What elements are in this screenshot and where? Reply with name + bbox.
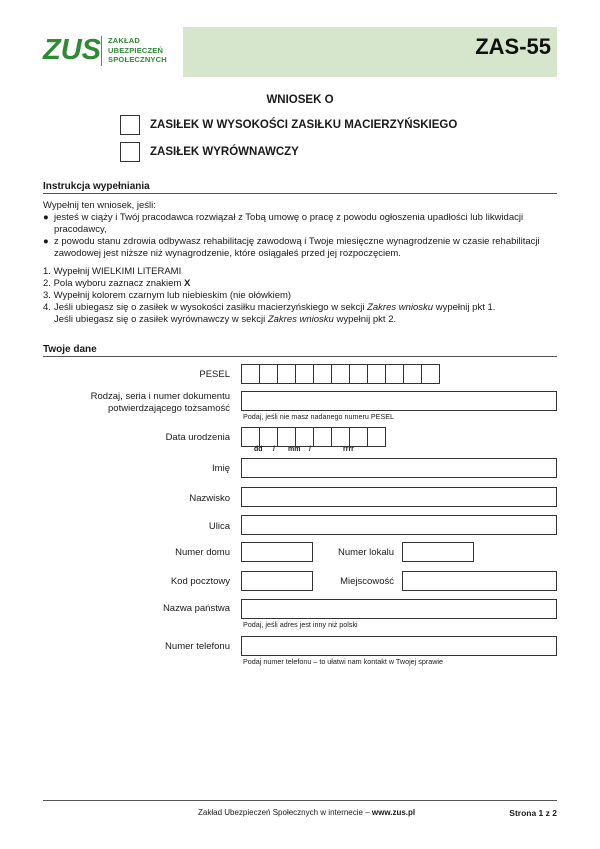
pesel-field[interactable] (241, 364, 439, 384)
option-checkbox-maternity[interactable] (120, 115, 140, 135)
phone-label: Numer telefonu (165, 641, 230, 652)
pesel-digit-cell[interactable] (295, 364, 314, 384)
instruction-bullet (54, 236, 540, 260)
logo-separator (101, 36, 102, 66)
document-label-line: Rodzaj, seria i numer dokumentu (90, 391, 230, 402)
logo-text (108, 36, 167, 65)
pesel-digit-cell[interactable] (313, 364, 332, 384)
step-mark-x: X (184, 278, 191, 289)
step-text: Wypełnij WIELKIMI LITERAMI (53, 266, 182, 277)
instruction-bullet-line: z powodu stanu zdrowia odbywasz rehabilitację zawodową i Twoje miesięczne wynagrodzenie w czasie rehabilitacji (54, 236, 540, 247)
phone-hint: Podaj numer telefonu – to ułatwi nam kontakt w Twojej sprawie (243, 657, 444, 666)
step-text: Jeśli ubiegasz się o zasiłek wyrównawczy w sekcji (54, 314, 268, 325)
birth-hint-sep: / (309, 446, 311, 453)
zus-logo-icon (43, 33, 101, 66)
form-title: WNIOSEK O (266, 94, 334, 106)
last-name-label: Nazwisko (189, 493, 230, 504)
instruction-step (43, 290, 291, 302)
country-label: Nazwa państwa (162, 603, 230, 614)
step-number: 1. (43, 266, 51, 277)
step-emphasis: Zakres wniosku (267, 314, 334, 325)
postcode-label: Kod pocztowy (170, 576, 230, 587)
street-field[interactable] (241, 515, 557, 535)
step-text: Jeśli ubiegasz się o zasiłek w wysokości zasiłku macierzyńskiego w sekcji (54, 302, 368, 313)
pesel-digit-cell[interactable] (367, 364, 386, 384)
birth-date-field[interactable] (241, 427, 385, 447)
step-line (54, 302, 495, 314)
pesel-digit-cell[interactable] (421, 364, 440, 384)
logo-mark-text: ZUS (43, 34, 101, 66)
page-number: Strona 1 z 2 (509, 808, 557, 818)
your-data-heading: Twoje dane (43, 344, 97, 355)
step-line (54, 314, 495, 326)
section-divider (43, 356, 557, 357)
birth-date-digit-cell[interactable] (259, 427, 278, 447)
birth-date-digit-cell[interactable] (349, 427, 368, 447)
pesel-digit-cell[interactable] (241, 364, 260, 384)
birth-date-digit-cell[interactable] (241, 427, 260, 447)
city-field[interactable] (402, 571, 557, 591)
street-label: Ulica (208, 521, 230, 532)
logo-line: ZAKŁAD (108, 36, 141, 45)
form-code: ZAS-55 (475, 34, 551, 59)
country-hint: Podaj, jeśli adres jest inny niż polski (243, 620, 358, 629)
birth-date-label: Data urodzenia (165, 432, 230, 443)
phone-field[interactable] (241, 636, 557, 656)
step-text: wypełnij pkt 2. (333, 314, 397, 325)
birth-date-digit-cell[interactable] (331, 427, 350, 447)
pesel-digit-cell[interactable] (385, 364, 404, 384)
birth-hint-mm: mm (288, 446, 301, 453)
document-label (60, 391, 230, 415)
birth-date-digit-cell[interactable] (313, 427, 332, 447)
flat-number-label: Numer lokalu (338, 547, 394, 558)
bullet-icon: ● (43, 212, 49, 223)
birth-hint-dd: dd (254, 446, 263, 453)
city-label: Miejscowość (340, 576, 394, 587)
step-text: Wypełnij kolorem czarnym lub niebieskim (nie ołówkiem) (53, 290, 292, 301)
step-number: 3. (43, 290, 51, 301)
footer-text (198, 808, 415, 817)
last-name-field[interactable] (241, 487, 557, 507)
logo-line: UBEZPIECZEŃ (108, 45, 164, 55)
instructions-heading: Instrukcja wypełniania (43, 181, 150, 192)
first-name-label: Imię (212, 463, 230, 474)
document-hint: Podaj, jeśli nie masz nadanego numeru PESEL (243, 412, 395, 421)
pesel-digit-cell[interactable] (403, 364, 422, 384)
instruction-step-number: 4. (43, 302, 51, 313)
house-number-label: Numer domu (175, 547, 230, 558)
step-number: 2. (43, 278, 51, 289)
pesel-label: PESEL (199, 369, 230, 380)
footer-link[interactable]: www.zus.pl (371, 808, 416, 817)
option-label-compensatory: ZASIŁEK WYRÓWNAWCZY (150, 146, 299, 158)
step-emphasis: Zakres wniosku (367, 302, 434, 313)
document-label-line: potwierdzającego tożsamość (108, 403, 230, 414)
logo-line: SPOŁECZNYCH (108, 55, 167, 64)
birth-date-digit-cell[interactable] (277, 427, 296, 447)
section-divider (43, 193, 557, 194)
document-field[interactable] (241, 391, 557, 411)
flat-number-field[interactable] (402, 542, 474, 562)
instruction-bullet-line: zawodowej jest niższe niż wynagrodzenie, które osiągałeś przed jej rozpoczęciem. (54, 248, 401, 259)
pesel-digit-cell[interactable] (259, 364, 278, 384)
step-text: Pola wyboru zaznacz znakiem (53, 278, 184, 289)
instruction-bullet-line: pracodawcy, (54, 224, 107, 235)
instruction-bullet-line: jesteś w ciąży i Twój pracodawca rozwiązał z Tobą umowę o pracę z powodu ogłoszenia upadłości lub likwidacji (54, 212, 524, 223)
birth-date-digit-cell[interactable] (295, 427, 314, 447)
bullet-icon: ● (43, 236, 49, 247)
birth-hint-yyyy: rrrr (343, 446, 354, 453)
birth-hint-sep: / (273, 446, 275, 453)
first-name-field[interactable] (241, 458, 557, 478)
footer-caption: Zakład Ubezpieczeń Społecznych w internecie – (198, 808, 372, 817)
footer-divider (43, 800, 557, 801)
pesel-digit-cell[interactable] (349, 364, 368, 384)
country-field[interactable] (241, 599, 557, 619)
option-label-maternity: ZASIŁEK W WYSOKOŚCI ZASIŁKU MACIERZYŃSKIEGO (150, 119, 458, 131)
instruction-step (43, 266, 181, 278)
pesel-digit-cell[interactable] (331, 364, 350, 384)
option-checkbox-compensatory[interactable] (120, 142, 140, 162)
birth-date-digit-cell[interactable] (367, 427, 386, 447)
pesel-digit-cell[interactable] (277, 364, 296, 384)
instruction-step (43, 278, 190, 290)
instruction-bullet (54, 212, 523, 236)
instruction-step (54, 302, 495, 326)
instructions-intro: Wypełnij ten wniosek, jeśli: (43, 200, 156, 211)
step-text: wypełnij pkt 1. (433, 302, 496, 313)
